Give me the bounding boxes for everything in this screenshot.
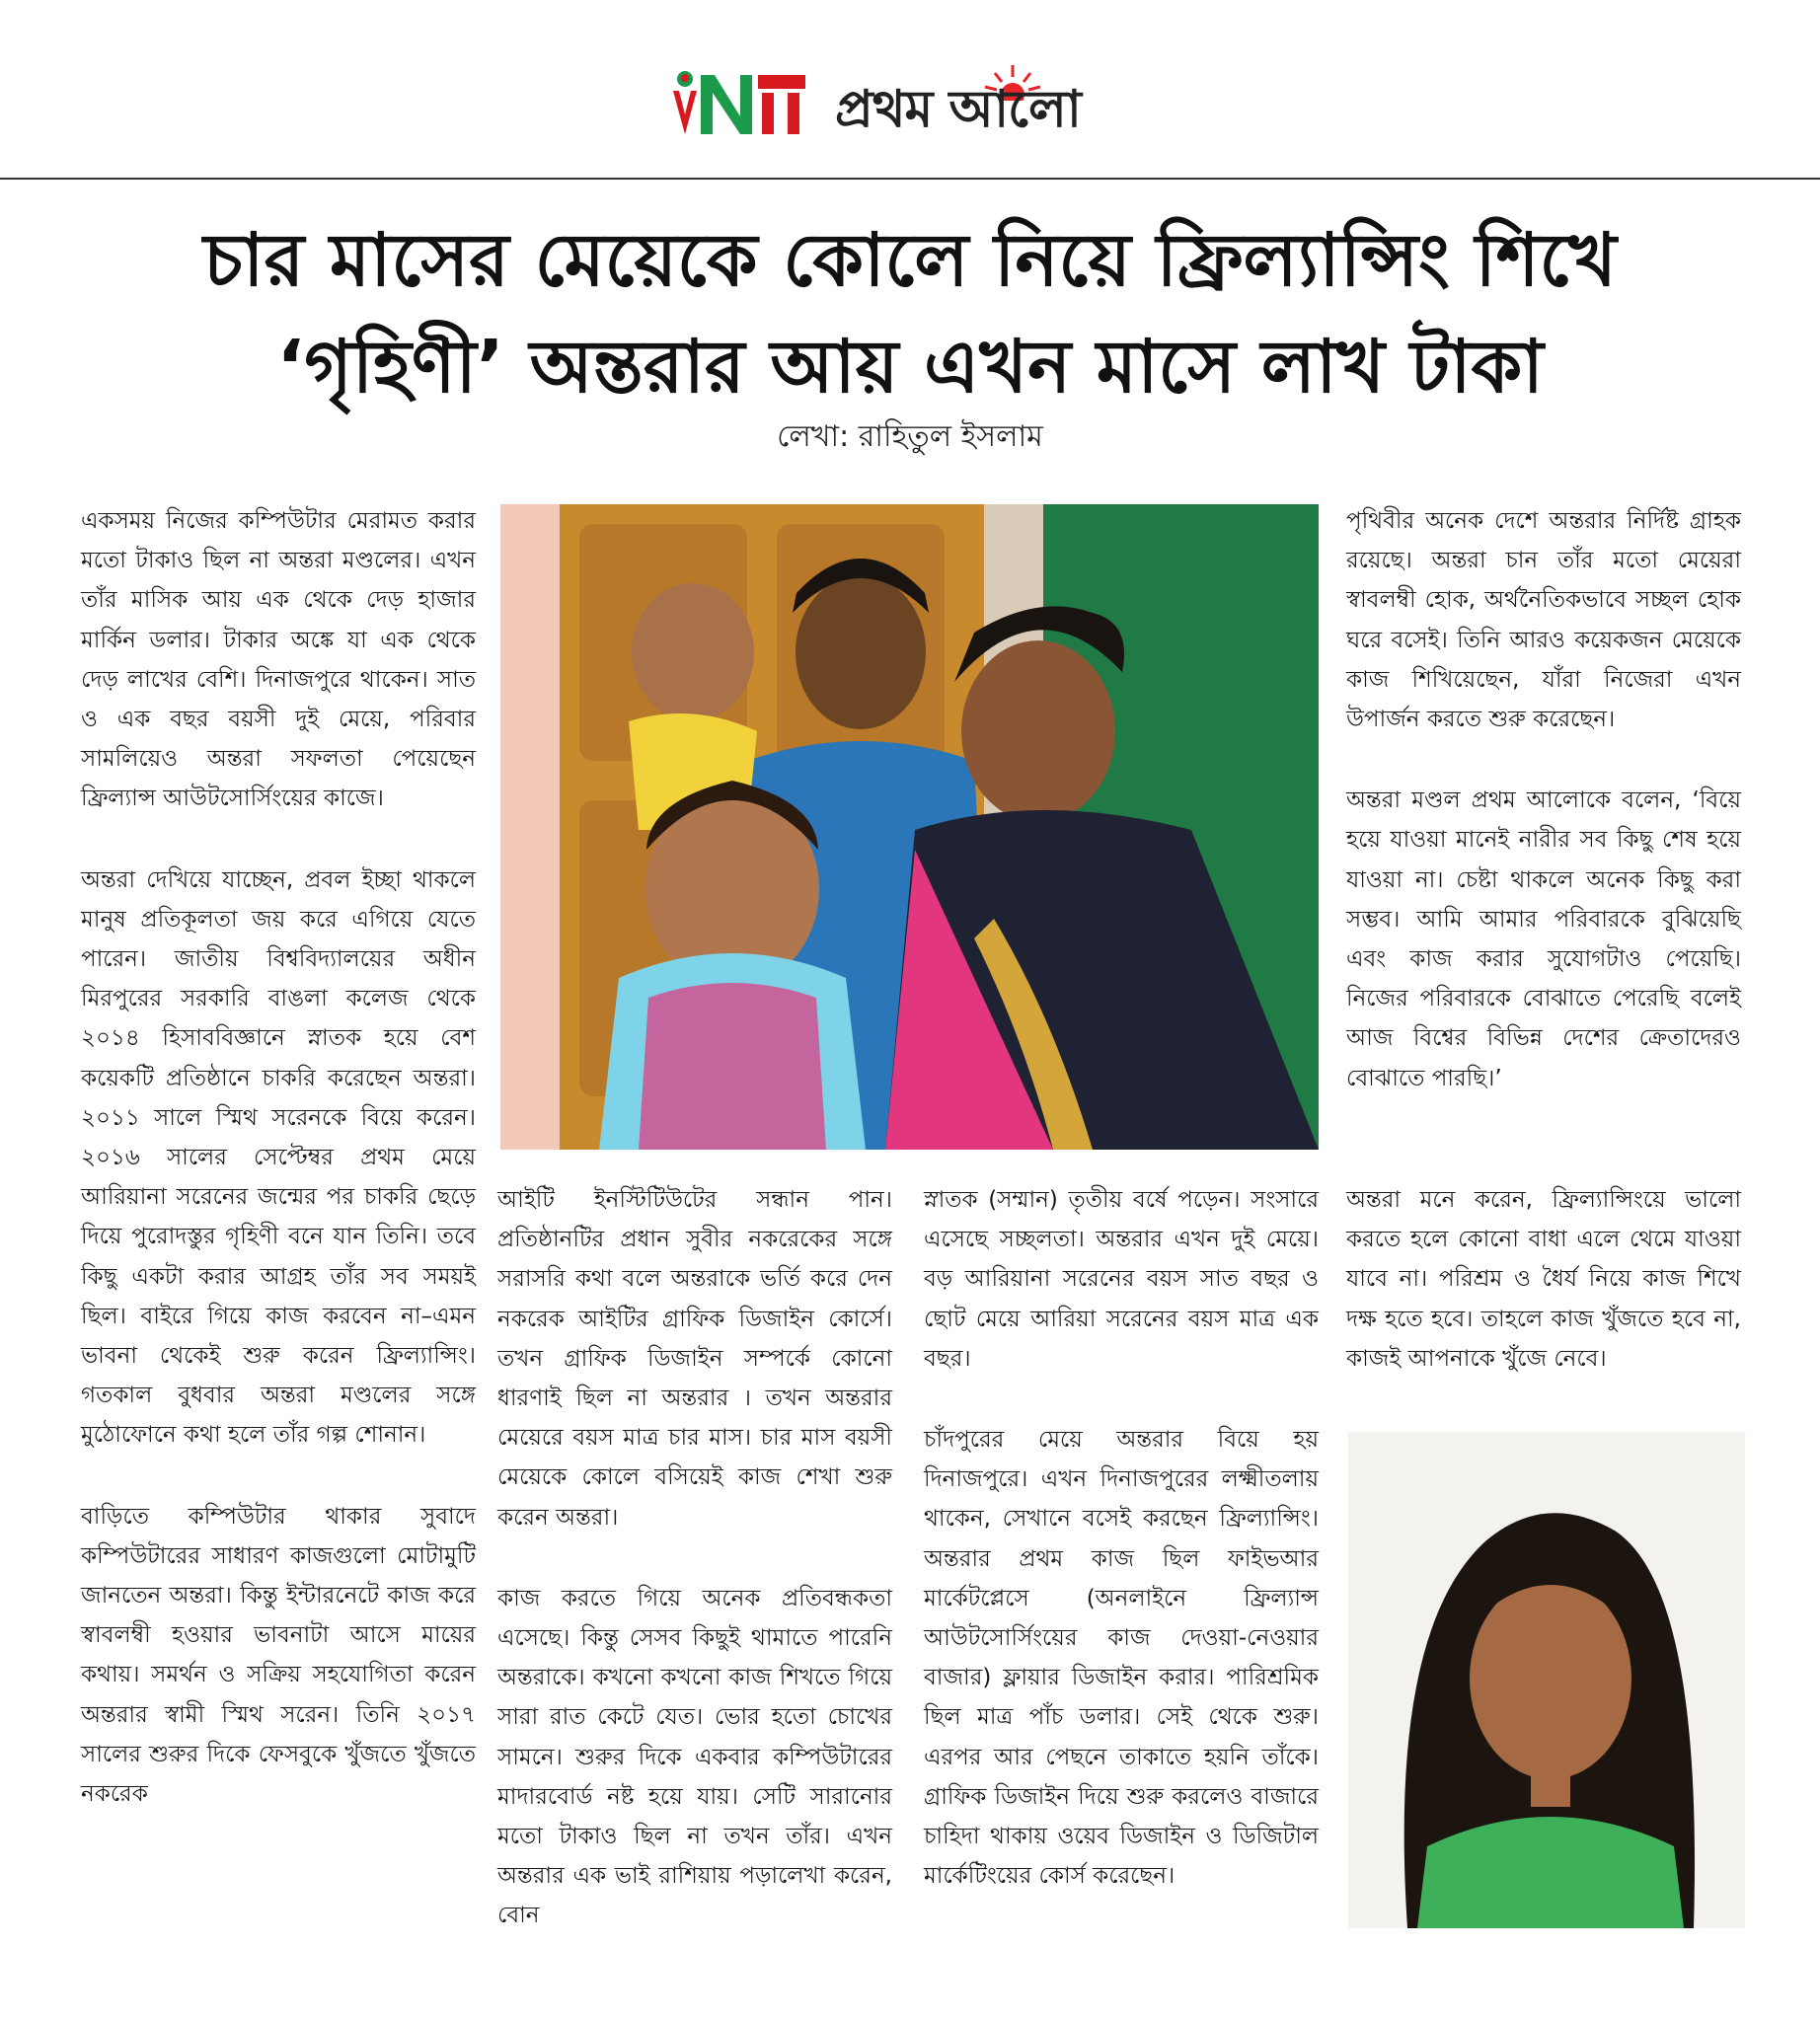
paragraph: আইটি ইনস্টিটিউটের সন্ধান পান। প্রতিষ্ঠানটির প্রধান সুবীর নকরেকের সঙ্গে সরাসরি কথা বলে অন্তরাকে ভর্তি করে দেন নকরেক আইটির গ্রাফিক ডিজাইন কোর্সে। তখন গ্রাফিক ডিজাইন সম্পর্কে কোনো ধারণাই ছিল না অন্তরার । তখন অন্তরার মেয়েরে বয়স মাত্র চার মাস। চার মাস বয়সী মেয়েকে কোলে বসিয়েই কাজ শেখা শুরু করেন অন্তরা। xyxy=(497,1187,892,1531)
paragraph: একসময় নিজের কম্পিউটার মেরামত করার মতো টাকাও ছিল না অন্তরা মণ্ডলের। এখন তাঁর মাসিক আয় এক থেকে দেড় হাজার মার্কিন ডলার। টাকার অঙ্কে যা এক থেকে দেড় লাখের বেশি। দিনাজপুরে থাকেন। সাত ও এক বছর বয়সী দুই মেয়ে, পরিবার সামলিয়েও অন্তরা সফলতা পেয়েছেন ফ্রিল্যান্স আউটসোর্সিংয়ের কাজে। xyxy=(81,508,476,812)
paragraph: বাড়িতে কম্পিউটার থাকার সুবাদে কম্পিউটারের সাধারণ কাজগুলো মোটামুটি জানতেন অন্তরা। কিন্তু ইন্টারনেটে কাজ করে স্বাবলম্বী হওয়ার ভাবনাটা আসে মায়ের কথায়। সমর্থন ও সক্রিয় সহযোগিতা করেন অন্তরার স্বামী স্মিথ সরেন। তিনি ২০১৭ সালের শুরুর দিকে ফেসবুকে খুঁজতে খুঁজতে নকরেক xyxy=(81,1503,476,1808)
family-photo-illustration xyxy=(500,504,1319,1150)
portrait-photo-illustration xyxy=(1348,1432,1745,1928)
masthead xyxy=(0,0,1820,180)
headline-line-2: ‘গৃহিণী’ অন্তরার আয় এখন মাসে লাখ টাকা xyxy=(276,325,1544,410)
paragraph: চাঁদপুরের মেয়ে অন্তরার বিয়ে হয় দিনাজপুরে। এখন দিনাজপুরের লক্ষ্মীতলায় থাকেন, সেখানে বসেই করছেন ফ্রিল্যান্সিং। অন্তরার প্রথম কাজ ছিল ফাইভআর মার্কেটপ্লেসে (অনলাইনে ফ্রিল্যান্স আউটসোর্সিংয়ের কাজ দেওয়া-নেওয়ার বাজার) ফ্লায়ার ডিজাইন করার। পারিশ্রমিক ছিল মাত্র পাঁচ ডলার। সেই থেকে শুরু। এরপর আর পেছনে তাকাতে হয়নি তাঁকে। গ্রাফিক ডিজাইন দিয়ে শুরু করলেও বাজারে চাহিদা থাকায় ওয়েব ডিজাইন ও ডিজিটাল মার্কেটিংয়ের কোর্স করেছেন। xyxy=(924,1427,1319,1890)
prothom-alo-logo[interactable] xyxy=(835,61,1161,144)
masthead-divider xyxy=(0,178,1820,180)
headline-line-1: চার মাসের মেয়েকে কোলে নিয়ে ফ্রিল্যান্সিং শিখে xyxy=(203,218,1617,303)
paragraph: স্নাতক (সম্মান) তৃতীয় বর্ষে পড়েন। সংসারে এসেছে সচ্ছলতা। অন্তরার এখন দুই মেয়ে। বড় আরিয়ানা সরেনের বয়স সাত বছর ও ছোট মেয়ে আরিয়া সরেনের বয়স মাত্র এক বছর। xyxy=(924,1187,1319,1372)
article-column-2 xyxy=(497,1180,892,1936)
paragraph: কাজ করতে গিয়ে অনেক প্রতিবন্ধকতা এসেছে। কিন্তু সেসব কিছুই থামাতে পারেনি অন্তরাকে। কখনো কখনো কাজ শিখতে গিয়ে সারা রাত কেটে যেত। ভোর হতো চোখের সামনে। শুরুর দিকে একবার কম্পিউটারের মাদারবোর্ড নষ্ট হয়ে যায়। সেটি সারানোর মতো টাকাও ছিল না তখন তাঁর। এখন অন্তরার এক ভাই রাশিয়ায় পড়ালেখা করেন, বোন xyxy=(497,1585,892,1929)
ntv-logo[interactable] xyxy=(671,65,809,140)
portrait-photo xyxy=(1348,1432,1745,1928)
article-column-4-top xyxy=(1346,501,1741,1098)
headline xyxy=(39,207,1781,420)
paragraph: অন্তরা দেখিয়ে যাচ্ছেন, প্রবল ইচ্ছা থাকলে মানুষ প্রতিকূলতা জয় করে এগিয়ে যেতে পারেন। জাতীয় বিশ্ববিদ্যালয়ের অধীন মিরপুরের সরকারি বাঙলা কলেজ থেকে ২০১৪ হিসাববিজ্ঞানে স্নাতক হয়ে বেশ কয়েকটি প্রতিষ্ঠানে চাকরি করেছেন অন্তরা। ২০১১ সালে স্মিথ সরেনকে বিয়ে করেন। ২০১৬ সালের সেপ্টেম্বর প্রথম মেয়ে আরিয়ানা সরেনের জন্মের পর চাকরি ছেড়ে দিয়ে পুরোদস্তুর গৃহিণী বনে যান তিনি। তবে কিছু একটা করার আগ্রহ তাঁর সব সময়ই ছিল। বাইরে গিয়ে কাজ করবেন না–এমন ভাবনা থেকেই শুরু করেন ফ্রিল্যান্সিং। গতকাল বুধবার অন্তরা মণ্ডলের সঙ্গে মুঠোফোনে কথা হলে তাঁর গল্প শোনান। xyxy=(81,866,476,1449)
paragraph: অন্তরা মণ্ডল প্রথম আলোকে বলেন, ‘বিয়ে হয়ে যাওয়া মানেই নারীর সব কিছু শেষ হয়ে যাওয়া না। চেষ্টা থাকলে অনেক কিছু করা সম্ভব। আমি আমার পরিবারকে বুঝিয়েছি এবং কাজ করার সুযোগটাও পেয়েছি। নিজের পরিবারকে বোঝাতে পেরেছি বলেই আজ বিশ্বের বিভিন্ন দেশের ক্রেতাদেরও বোঝাতে পারছি।’ xyxy=(1346,787,1741,1091)
ntv-logo-mark xyxy=(671,65,809,140)
family-photo xyxy=(500,504,1319,1150)
article-column-4-bottom xyxy=(1346,1180,1741,1379)
paragraph: পৃথিবীর অনেক দেশে অন্তরার নির্দিষ্ট গ্রাহক রয়েছে। অন্তরা চান তাঁর মতো মেয়েরা স্বাবলম্বী হোক, অর্থনৈতিকভাবে সচ্ছল হোক ঘরে বসেই। তিনি আরও কয়েকজন মেয়েকে কাজ শিখিয়েছেন, যাঁরা নিজেরা এখন উপার্জন করতে শুরু করেছেন। xyxy=(1346,508,1741,733)
paragraph: অন্তরা মনে করেন, ফ্রিল্যান্সিংয়ে ভালো করতে হলে কোনো বাধা এলে থেমে যাওয়া যাবে না। পরিশ্রম ও ধৈর্য নিয়ে কাজ শিখে দক্ষ হতে হবে। তাহলে কাজ খুঁজতে হবে না, কাজই আপনাকে খুঁজে নেবে। xyxy=(1346,1187,1741,1372)
article-column-1 xyxy=(81,501,476,1814)
article-column-3 xyxy=(924,1180,1319,1896)
byline: লেখা: রাহিতুল ইসলাম xyxy=(777,419,1043,454)
prothom-alo-wordmark: প্রথম আলো xyxy=(835,79,1081,139)
